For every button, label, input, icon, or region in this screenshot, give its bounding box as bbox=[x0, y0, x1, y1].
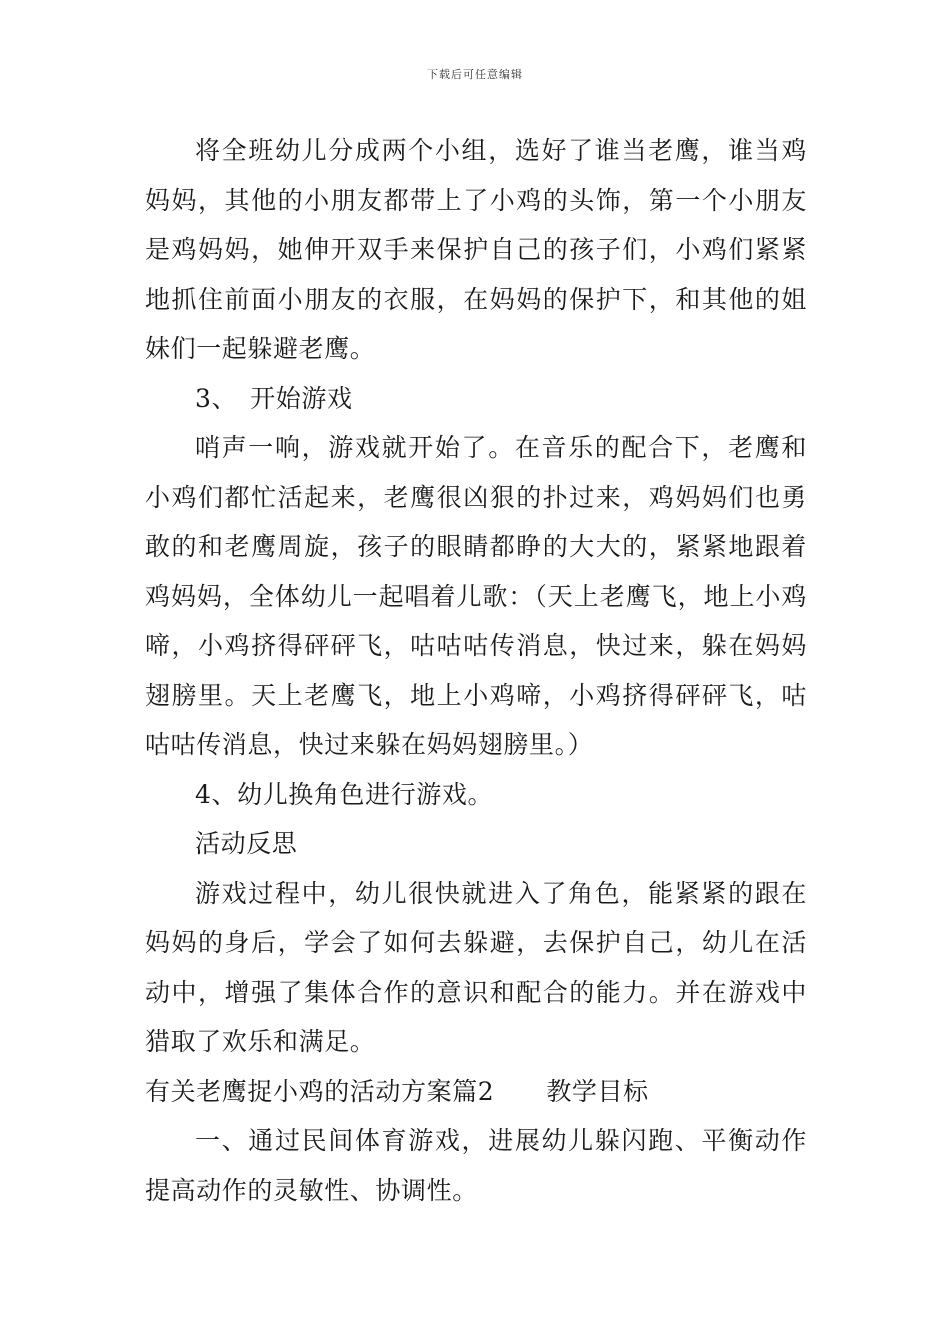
document-body bbox=[145, 126, 807, 1215]
section-title: 有关老鹰捉小鸡的活动方案篇2 bbox=[145, 1076, 495, 1106]
paragraph-game-setup: 将全班幼儿分成两个小组，选好了谁当老鹰，谁当鸡妈妈，其他的小朋友都带上了小鸡的头饰，第一个小朋友是鸡妈妈，她伸开双手来保护自己的孩子们，小鸡们紧紧地抓住前面小朋友的衣服，在妈妈的保护下，和其他的姐妹们一起躲避老鹰。 bbox=[145, 136, 807, 363]
reflection-heading: 活动反思 bbox=[195, 829, 298, 858]
paragraph-reflection: 游戏过程中，幼儿很快就进入了角色，能紧紧的跟在妈妈的身后，学会了如何去躲避，去保护自己，幼儿在活动中，增强了集体合作的意识和配合的能力。并在游戏中猎取了欢乐和满足。 bbox=[145, 878, 807, 1056]
paragraph-game-start: 哨声一响，游戏就开始了。在音乐的配合下，老鹰和小鸡们都忙活起来，老鹰很凶狠的扑过来，鸡妈妈们也勇敢的和老鹰周旋，孩子的眼睛都睁的大大的，紧紧地跟着鸡妈妈，全体幼儿一起唱着儿歌：（天上老鹰飞，地上小鸡啼，小鸡挤得砰砰飞，咕咕咕传消息，快过来，躲在妈妈翅膀里。天上老鹰飞，地上小鸡啼，小鸡挤得砰砰飞，咕咕咕传消息，快过来躲在妈妈翅膀里。） bbox=[145, 433, 807, 759]
section-subtitle: 教学目标 bbox=[546, 1076, 649, 1106]
paragraph-objective-1: 一、通过民间体育游戏，进展幼儿躲闪跑、平衡动作提高动作的灵敏性、协调性。 bbox=[145, 1126, 807, 1205]
page-header: 下载后可任意编辑 bbox=[427, 68, 523, 81]
step-3-heading: 3、 开始游戏 bbox=[195, 383, 353, 413]
section-heading bbox=[145, 1067, 807, 1117]
step-4-heading: 4、幼儿换角色进行游戏。 bbox=[195, 779, 494, 809]
